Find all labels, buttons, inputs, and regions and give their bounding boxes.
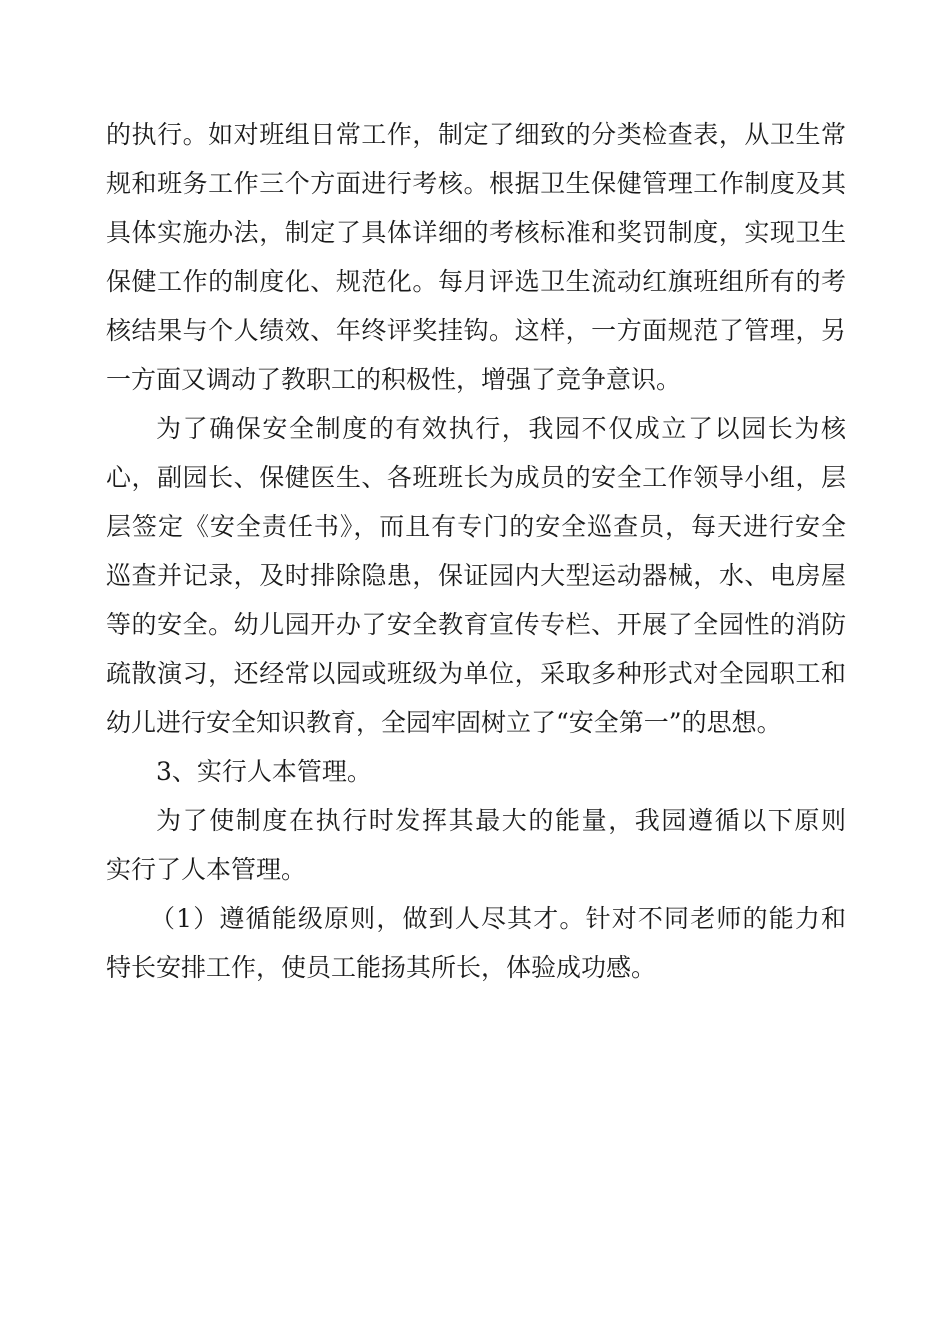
- document-body: [106, 110, 846, 992]
- text-line: 巡查并记录，及时排除隐患，保证园内大型运动器械，水、电房屋: [106, 561, 846, 590]
- paragraph-1: [106, 110, 846, 404]
- paragraph-3: [106, 796, 846, 894]
- text-line: 疏散演习，还经常以园或班级为单位，采取多种形式对全园职工和: [106, 659, 846, 688]
- text-line: 保健工作的制度化、规范化。每月评选卫生流动红旗班组所有的考: [106, 267, 846, 296]
- paragraph-2: [106, 404, 846, 747]
- text-line: 实行了人本管理。: [106, 855, 307, 884]
- text-line: 层签定《安全责任书》，而且有专门的安全巡查员，每天进行安全: [106, 512, 846, 541]
- text-line: 的执行。如对班组日常工作，制定了细致的分类检查表，从卫生常: [106, 120, 846, 149]
- text-line: 等的安全。幼儿园开办了安全教育宣传专栏、开展了全园性的消防: [106, 610, 846, 639]
- text-line: 为了确保安全制度的有效执行，我园不仅成立了以园长为核: [156, 414, 846, 443]
- text-line: 一方面又调动了教职工的积极性，增强了竞争意识。: [106, 365, 682, 394]
- section-heading: [106, 747, 846, 796]
- paragraph-4: [106, 894, 846, 992]
- text-line: 为了使制度在执行时发挥其最大的能量，我园遵循以下原则: [156, 806, 846, 835]
- text-line: 具体实施办法，制定了具体详细的考核标准和奖罚制度，实现卫生: [106, 218, 846, 247]
- text-line: 心，副园长、保健医生、各班班长为成员的安全工作领导小组，层: [106, 463, 846, 492]
- text-line: （1）遵循能级原则，做到人尽其才。针对不同老师的能力和: [150, 904, 846, 933]
- text-line: 特长安排工作，使员工能扬其所长，体验成功感。: [106, 953, 657, 982]
- text-line: 幼儿进行安全知识教育，全园牢固树立了“安全第一”的思想。: [106, 708, 782, 737]
- text-line: 3、实行人本管理。: [156, 757, 372, 786]
- text-line: 核结果与个人绩效、年终评奖挂钩。这样，一方面规范了管理，另: [106, 316, 846, 345]
- text-line: 规和班务工作三个方面进行考核。根据卫生保健管理工作制度及其: [106, 169, 846, 198]
